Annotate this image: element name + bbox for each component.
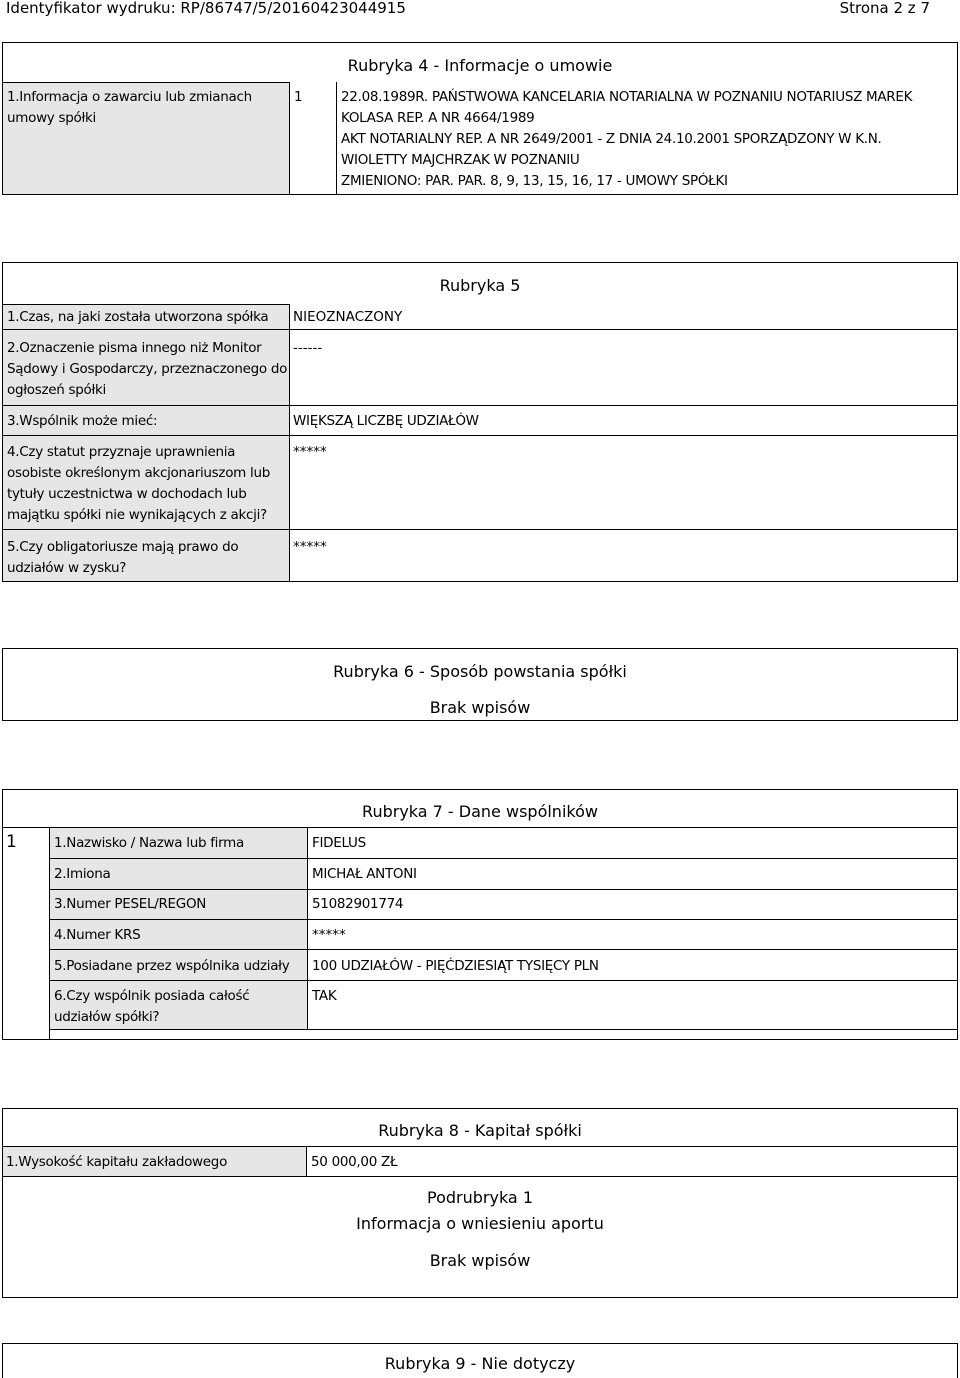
r7-row-4-label: 4.Numer KRS	[54, 927, 141, 943]
r7-row-5-value: 100 UDZIAŁÓW - PIĘĆDZIESIĄT TYSIĘCY PLN	[312, 958, 599, 974]
r7-row-2-value: MICHAŁ ANTONI	[312, 866, 417, 882]
r7-row-6-label: 6.Czy wspólnik posiada całość udziałów spółki?	[54, 988, 250, 1025]
r7-row-4-value: *****	[312, 927, 346, 943]
r5-row-3-label: 3.Wspólnik może mieć:	[7, 413, 158, 429]
r4-content: 22.08.1989R. PAŃSTWOWA KANCELARIA NOTARIALNA W POZNANIU NOTARIUSZ MAREK KOLASA REP. A NR 4664/1989 AKT NOTARIALNY REP. A NR 2649/2001 - Z DNIA 24.10.2001 SPORZĄDZONY W K.N. WIOLETTY MAJCHRZAK W POZNANIU ZMIENIONO: PAR. PAR. 8, 9, 13, 15, 16, 17 - UMOWY SPÓŁKI	[341, 89, 913, 189]
r5-row-4-label: 4.Czy statut przyznaje uprawnienia osobiste określonym akcjonariuszom lub tytuły uczestnictwa w dochodach lub majątku spółki nie wynikających z akcji?	[7, 444, 270, 523]
r4-title: Rubryka 4 - Informacje o umowie	[347, 56, 613, 75]
r5-row-2-label: 2.Oznaczenie pisma innego niż Monitor Sądowy i Gospodarczy, przeznaczonego do ogłoszeń spółki	[7, 340, 288, 398]
r7-row-1-value: FIDELUS	[312, 835, 366, 851]
r7-title: Rubryka 7 - Dane wspólników	[362, 802, 598, 821]
print-identifier: Identyfikator wydruku: RP/86747/5/20160423044915	[6, 0, 406, 17]
r8-capital-label: 1.Wysokość kapitału zakładowego	[6, 1154, 228, 1170]
r5-row-3-value: WIĘKSZĄ LICZBĘ UDZIAŁÓW	[293, 413, 479, 429]
r5-row-5-label: 5.Czy obligatoriusze mają prawo do udziałów w zysku?	[7, 539, 239, 576]
r5-row-1-value: NIEOZNACZONY	[293, 309, 403, 325]
r7-row-6-value: TAK	[312, 988, 337, 1004]
r8-no-entries: Brak wpisów	[429, 1251, 531, 1270]
r7-row-2-label: 2.Imiona	[54, 866, 111, 882]
r5-row-5-value: *****	[293, 539, 327, 555]
page-number: Strona 2 z 7	[839, 0, 930, 17]
r7-row-1-label: 1.Nazwisko / Nazwa lub firma	[54, 835, 244, 851]
r7-row-5-label: 5.Posiadane przez wspólnika udziały	[54, 958, 290, 974]
r5-row-2-value: ------	[293, 340, 323, 356]
r6-title: Rubryka 6 - Sposób powstania spółki	[333, 662, 627, 681]
r4-label: 1.Informacja o zawarciu lub zmianach umowy spółki	[7, 89, 252, 126]
r8-subsection-subtitle: Informacja o wniesieniu aportu	[356, 1214, 604, 1233]
r6-no-entries: Brak wpisów	[429, 698, 531, 717]
r5-row-4-value: *****	[293, 444, 327, 460]
r4-entry-number: 1	[294, 89, 303, 105]
r8-subsection-title: Podrubryka 1	[427, 1188, 533, 1207]
r7-partner-number: 1	[6, 832, 17, 852]
r7-row-3-label: 3.Numer PESEL/REGON	[54, 896, 207, 912]
r8-title: Rubryka 8 - Kapitał spółki	[378, 1121, 582, 1140]
r5-title: Rubryka 5	[439, 276, 521, 295]
r8-capital-value: 50 000,00 ZŁ	[311, 1154, 398, 1170]
r7-row-3-value: 51082901774	[312, 896, 404, 912]
r5-row-1-label: 1.Czas, na jaki została utworzona spółka	[7, 309, 269, 325]
r9-title: Rubryka 9 - Nie dotyczy	[384, 1354, 576, 1373]
